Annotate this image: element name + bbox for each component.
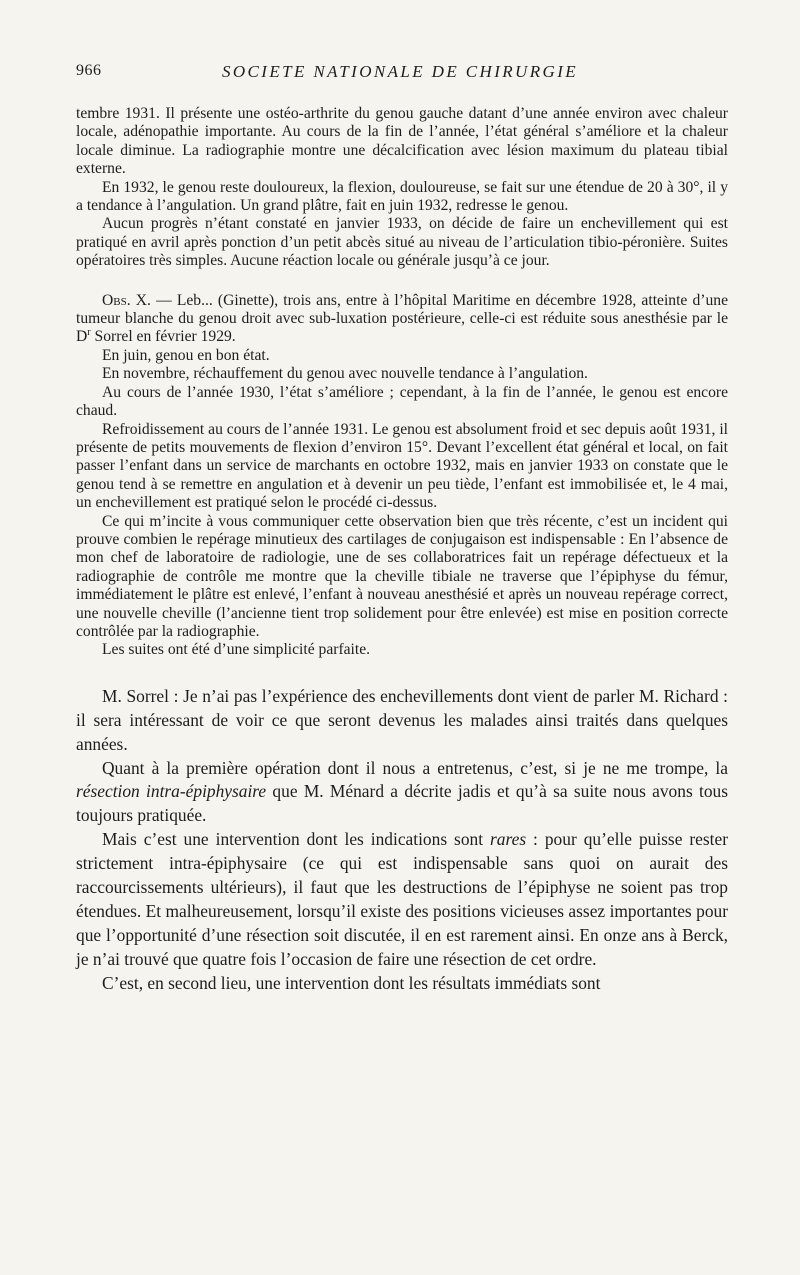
paragraph: tembre 1931. Il présente une ostéo-arthrite du genou gauche datant d’une année environ avec chaleur locale, adénopathie importante. Au cours de la fin de l’année, l’état général s’améliore et la chaleur locale diminue. La radiographie montre une décalcification avec lésion maximum du plateau tibial externe. (76, 105, 728, 178)
discussion (76, 685, 728, 996)
observation-x (76, 292, 728, 660)
discussion-paragraph: Mais c’est une intervention dont les indications sont rares : pour qu’elle puisse rester strictement intra-épiphysaire (ce qui est indispensable sans quoi on aurait des raccourcissements ultérieurs), il faut que les destructions de l’épiphyse ne soient pas trop étendues. Et malheureusement, lorsqu’il existe des positions vicieuses assez importantes pour que l’opportunité d’une résection soit discutée, il en est rarement ainsi. En onze ans à Berck, je n’ai trouvé que quatre fois l’occasion de faire une résection de cet ordre. (76, 829, 729, 969)
emphasis: résection intra-épiphysaire (76, 781, 267, 802)
speaker-name: M. Sorrel (102, 685, 169, 706)
observation-intro (76, 292, 728, 347)
discussion-paragraph: C’est, en second lieu, une intervention dont les résultats immédiats sont (102, 972, 601, 993)
discussion-paragraph: M. Sorrel : Je n’ai pas l’expérience des enchevillements dont vient de parler M. Richard : il sera intéressant de voir ce que seront devenus les malades ainsi traités dans quelques années. (76, 685, 728, 754)
emphasis: rares (490, 829, 527, 850)
discussion-paragraph: Quant à la première opération dont il nous a entretenus, c’est, si je ne me trompe, la résection intra-épiphysaire que M. Ménard a décrite jadis et qu’à sa suite nous avons tous toujours pratiquée. (76, 757, 728, 826)
running-title: SOCIETE NATIONALE DE CHIRURGIE (221, 62, 579, 81)
page-number: 966 (76, 62, 102, 79)
paragraph: Refroidissement au cours de l’année 1931. Le genou est absolument froid et sec depuis août 1931, il présente de petits mouvements de flexion d’environ 15°. Devant l’excellent état général et local, on fait passer l’enfant dans un service de marchants en octobre 1932, mais en janvier 1933 on constate que le genou tend à se remettre en angulation et à devenir un peu tiède, l’enfant est immobilisée et, le 4 mai, un enchevillement est pratiqué selon le procédé ci-dessus. (76, 420, 728, 512)
paragraph: Ce qui m’incite à vous communiquer cette observation bien que très récente, c’est un incident qui prouve combien le repérage minutieux des cartilages de conjugaison est indispensable : En l’absence de mon chef de laboratoire de radiologie, une de ses collaboratrices fait un repérage défectueux et la radiographie de contrôle me montre que la cheville tibiale ne traverse que l’épiphyse du fémur, immédiatement le plâtre est enlevé, l’enfant à nouveau anesthésié et après un nouveau repérage correct, une nouvelle cheville (l’ancienne tient trop solidement pour être enlevée) est mise en position correcte contrôlée par la radiographie. (76, 512, 728, 640)
page-body (76, 105, 728, 996)
paragraph: En 1932, le genou reste douloureux, la flexion, douloureuse, se fait sur une étendue de 20 à 30°, il y a tendance à l’angulation. Un grand plâtre, fait en juin 1932, redresse le genou. (76, 178, 728, 215)
page-header (0, 62, 800, 88)
paragraph: En novembre, réchauffement du genou avec nouvelle tendance à l’angulation. (102, 365, 588, 383)
observation-label: Obs. X. (102, 291, 151, 309)
paragraph: Les suites ont été d’une simplicité parfaite. (102, 641, 371, 659)
observation-text-end: Sorrel en février 1929. (90, 328, 236, 346)
observation-text: — Leb... (Ginette), trois ans, entre à l’hôpital Maritime en décembre 1928, atteinte d’une tumeur blanche du genou droit avec sub-luxation postérieure, celle-ci est réduite sous anesthésie par le D (76, 291, 728, 346)
paragraph: Au cours de l’année 1930, l’état s’améliore ; cependant, à la fin de l’année, le genou est encore chaud. (76, 383, 728, 420)
superscript: r (87, 327, 91, 339)
paragraph: Aucun progrès n’étant constaté en janvier 1933, on décide de faire un enchevillement qui est pratiqué en avril après ponction d’un petit abcès situé au niveau de l’articulation tibio-péronière. Suites opératoires très simples. Aucune réaction locale ou générale jusqu’à ce jour. (76, 215, 728, 270)
case-report-continuation (76, 105, 728, 271)
paragraph: En juin, genou en bon état. (102, 346, 270, 364)
